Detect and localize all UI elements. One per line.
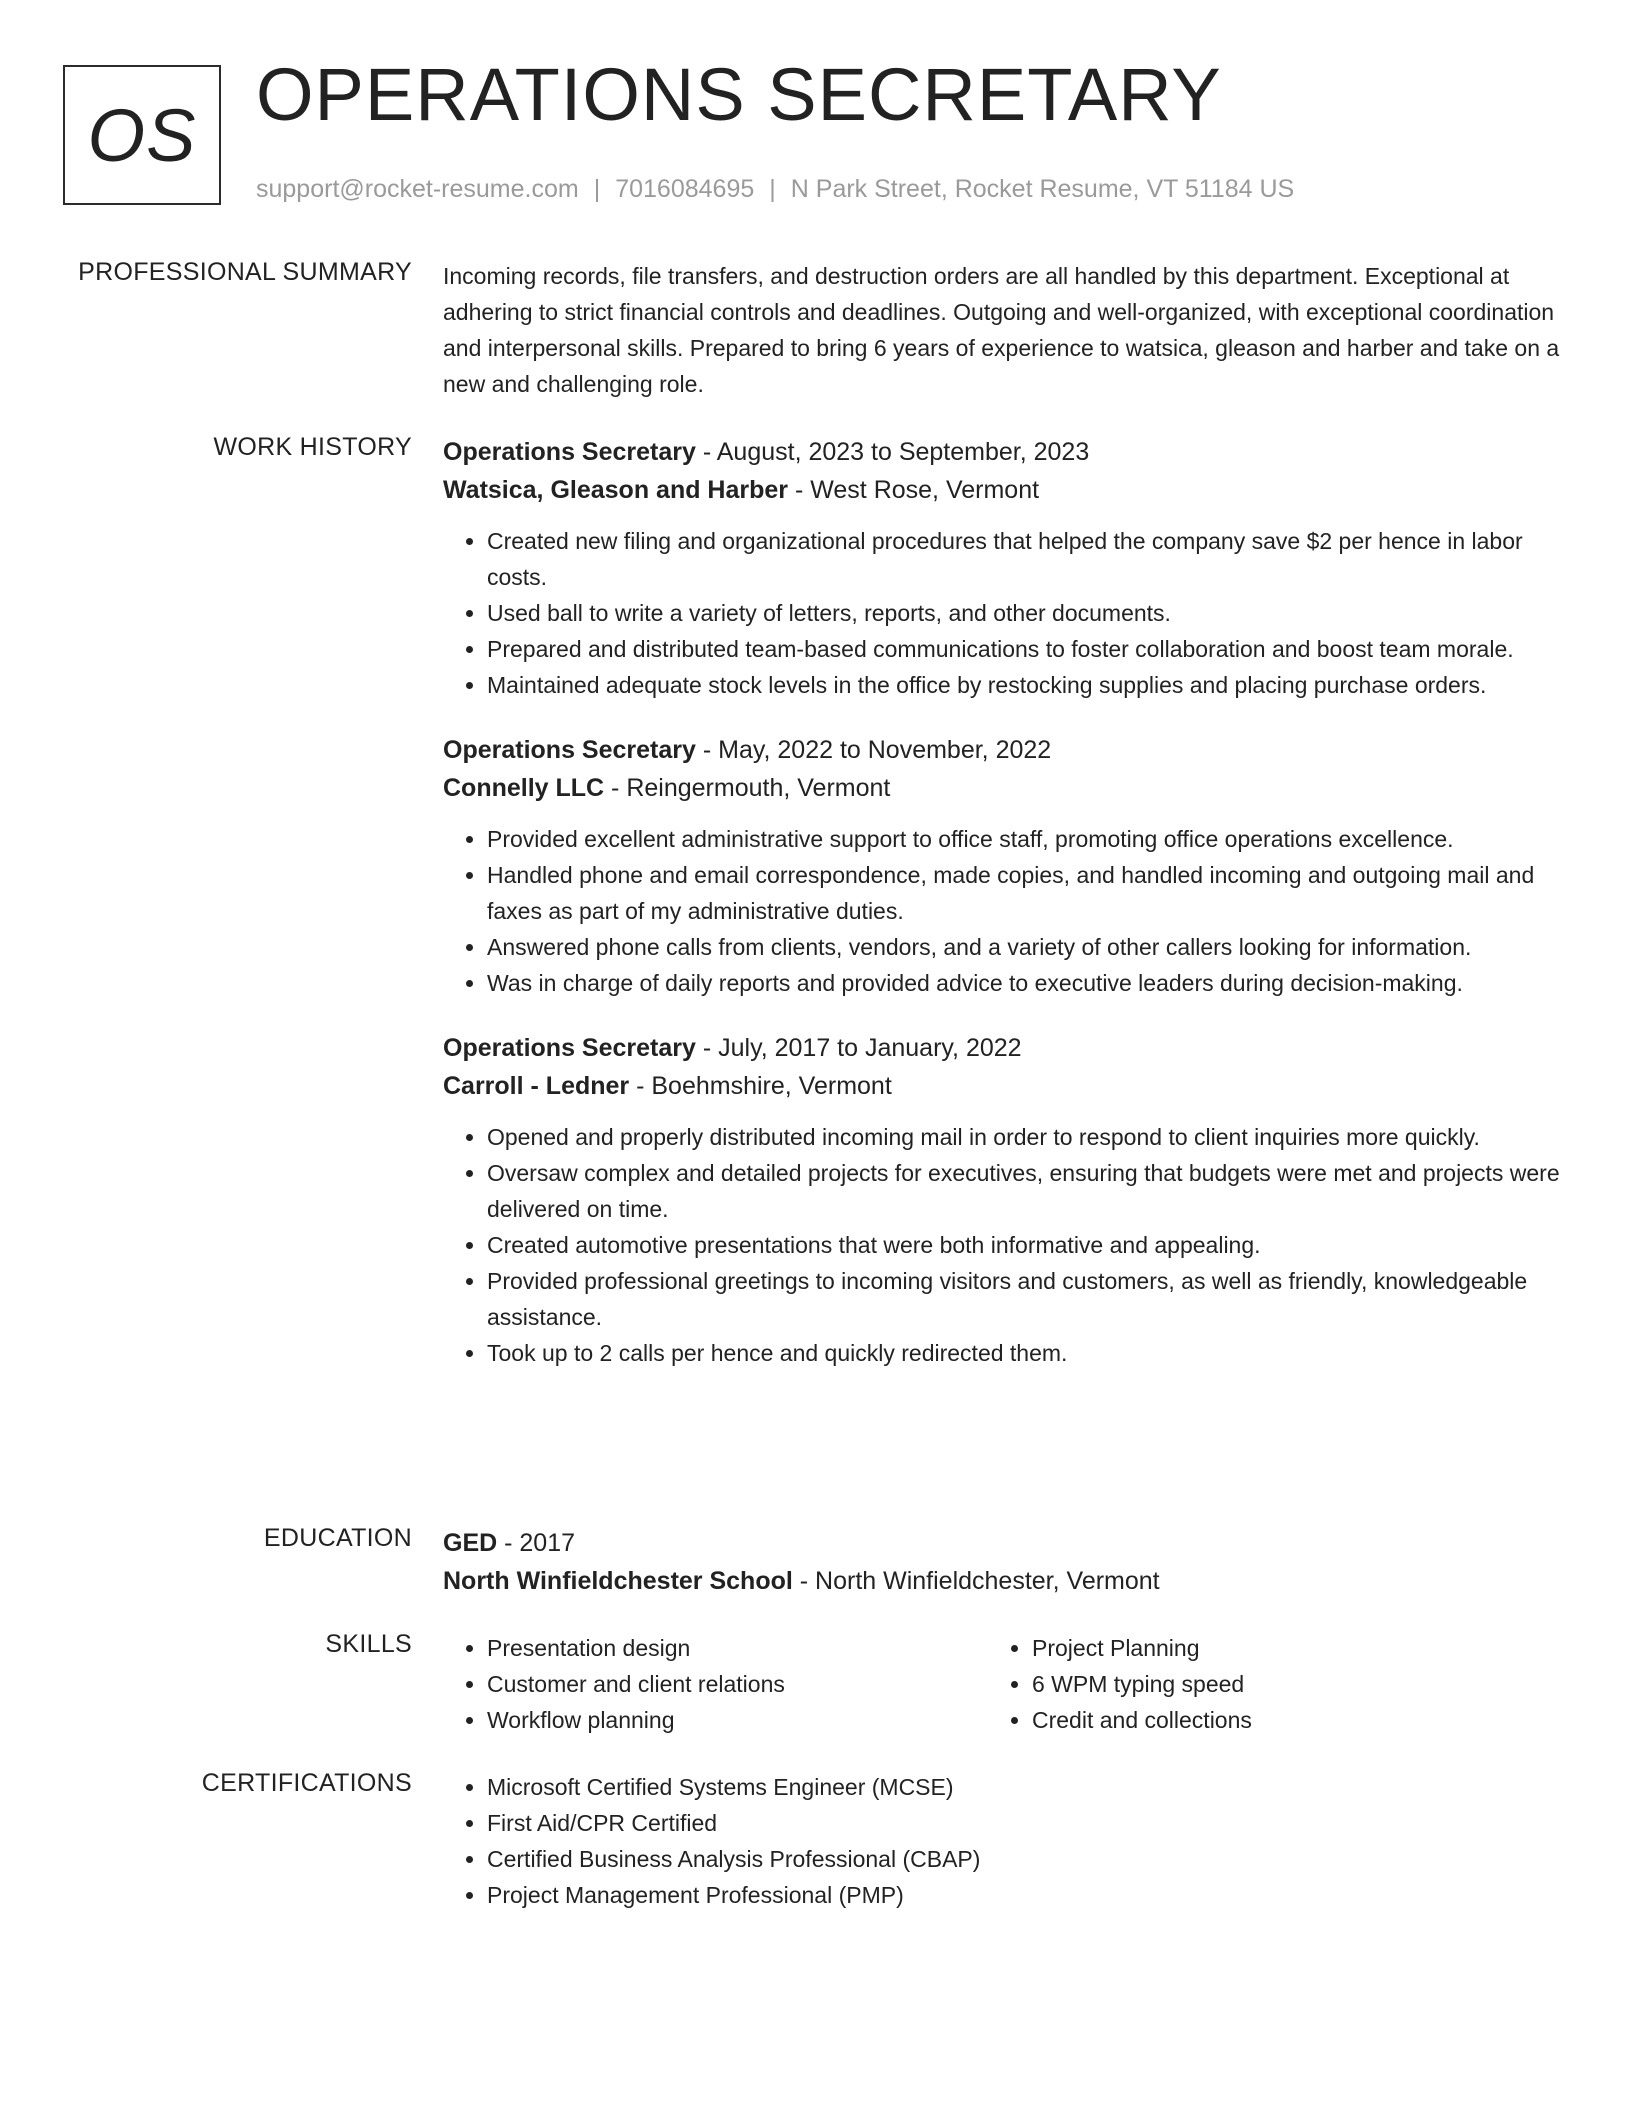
work-history-label: WORK HISTORY xyxy=(213,433,412,461)
skills-label: SKILLS xyxy=(325,1630,412,1658)
certification-item: • First Aid/CPR Certified xyxy=(487,1805,1565,1841)
job-bullet: • Provided professional greetings to incoming visitors and customers, as well as friendly, knowledgeable assistance. xyxy=(487,1263,1565,1335)
job-bullet: • Handled phone and email correspondence, made copies, and handled incoming and outgoing mail and faxes as part of my administrative duties. xyxy=(487,857,1565,929)
education-year: - 2017 xyxy=(497,1529,576,1557)
skills-list xyxy=(988,1630,1252,1738)
job-bullets xyxy=(443,523,1565,703)
skills-column-left xyxy=(443,1630,785,1738)
contact-line xyxy=(256,175,1294,204)
summary-label: PROFESSIONAL SUMMARY xyxy=(78,258,412,286)
job-bullet: • Prepared and distributed team-based communications to foster collaboration and boost team morale. xyxy=(487,631,1565,667)
contact-email: support@rocket-resume.com xyxy=(256,175,579,203)
job-entry xyxy=(443,1029,1565,1371)
job-location: - Reingermouth, Vermont xyxy=(604,774,891,802)
job-company-line xyxy=(443,769,1565,807)
job-title-line xyxy=(443,731,1565,769)
skill-item: • Project Planning xyxy=(1032,1630,1252,1666)
skills-body xyxy=(443,1630,1565,1740)
skill-item: • 6 WPM typing speed xyxy=(1032,1666,1252,1702)
job-company-line xyxy=(443,471,1565,509)
job-bullet: • Opened and properly distributed incoming mail in order to respond to client inquiries more quickly. xyxy=(487,1119,1565,1155)
certifications-list xyxy=(443,1769,1565,1913)
job-dates: - August, 2023 to September, 2023 xyxy=(695,438,1090,466)
summary-text: Incoming records, file transfers, and destruction orders are all handled by this department. Exceptional at adhering to strict financial controls and deadlines. Outgoing and well-organized, with exceptional coordination and interpersonal skills. Prepared to bring 6 years of experience to watsica, gleason and harber and take on a new and challenging role. xyxy=(443,263,1560,397)
job-title-line xyxy=(443,1029,1565,1067)
job-bullet: • Was in charge of daily reports and provided advice to executive leaders during decision-making. xyxy=(487,965,1565,1001)
job-company: Carroll - Ledner xyxy=(443,1072,630,1100)
job-bullet: • Oversaw complex and detailed projects for executives, ensuring that budgets were met and projects were delivered on time. xyxy=(487,1155,1565,1227)
skill-item: • Presentation design xyxy=(487,1630,785,1666)
work-history-body xyxy=(443,433,1565,1371)
job-location: - Boehmshire, Vermont xyxy=(629,1072,892,1100)
job-bullet: • Answered phone calls from clients, vendors, and a variety of other callers looking for information. xyxy=(487,929,1565,965)
job-bullet: • Took up to 2 calls per hence and quickly redirected them. xyxy=(487,1335,1565,1371)
job-title: Operations Secretary xyxy=(443,736,696,764)
job-entry xyxy=(443,433,1565,703)
skill-item: • Customer and client relations xyxy=(487,1666,785,1702)
job-dates: - July, 2017 to January, 2022 xyxy=(695,1034,1022,1062)
certifications-label: CERTIFICATIONS xyxy=(201,1769,412,1797)
contact-phone: 7016084695 xyxy=(615,175,755,203)
monogram-badge xyxy=(63,65,221,205)
skill-item: • Workflow planning xyxy=(487,1702,785,1738)
job-title: Operations Secretary xyxy=(443,1034,696,1062)
job-bullets xyxy=(443,821,1565,1001)
education-degree-line xyxy=(443,1524,1565,1562)
education-label: EDUCATION xyxy=(263,1524,412,1552)
job-bullet: • Maintained adequate stock levels in the office by restocking supplies and placing purchase orders. xyxy=(487,667,1565,703)
job-bullet: • Provided excellent administrative support to office staff, promoting office operations excellence. xyxy=(487,821,1565,857)
job-company: Connelly LLC xyxy=(443,774,605,802)
education-school-line xyxy=(443,1562,1565,1600)
certification-item: • Microsoft Certified Systems Engineer (MCSE) xyxy=(487,1769,1565,1805)
job-bullet: • Used ball to write a variety of letters, reports, and other documents. xyxy=(487,595,1565,631)
skill-item: • Credit and collections xyxy=(1032,1702,1252,1738)
contact-separator: | xyxy=(593,175,601,203)
contact-address: N Park Street, Rocket Resume, VT 51184 US xyxy=(790,175,1295,203)
resume-name: OPERATIONS SECRETARY xyxy=(256,53,1222,136)
job-company-line xyxy=(443,1067,1565,1105)
job-title-line xyxy=(443,433,1565,471)
job-title: Operations Secretary xyxy=(443,438,696,466)
certification-item: • Certified Business Analysis Professional (CBAP) xyxy=(487,1841,1565,1877)
education-body xyxy=(443,1524,1565,1600)
monogram-text: OS xyxy=(87,93,197,177)
skills-column-right xyxy=(988,1630,1252,1738)
education-school: North Winfieldchester School xyxy=(443,1567,793,1595)
job-bullet: • Created new filing and organizational procedures that helped the company save $2 per hence in labor costs. xyxy=(487,523,1565,595)
education-location: - North Winfieldchester, Vermont xyxy=(792,1567,1160,1595)
job-bullets xyxy=(443,1119,1565,1371)
contact-separator: | xyxy=(769,175,776,203)
summary-body xyxy=(443,258,1565,402)
job-location: - West Rose, Vermont xyxy=(788,476,1040,504)
education-degree: GED xyxy=(443,1529,498,1557)
job-bullet: • Created automotive presentations that were both informative and appealing. xyxy=(487,1227,1565,1263)
certifications-body xyxy=(443,1769,1565,1913)
job-dates: - May, 2022 to November, 2022 xyxy=(695,736,1052,764)
job-entry xyxy=(443,731,1565,1001)
certification-item: • Project Management Professional (PMP) xyxy=(487,1877,1565,1913)
skills-list xyxy=(443,1630,785,1738)
job-company: Watsica, Gleason and Harber xyxy=(443,476,789,504)
